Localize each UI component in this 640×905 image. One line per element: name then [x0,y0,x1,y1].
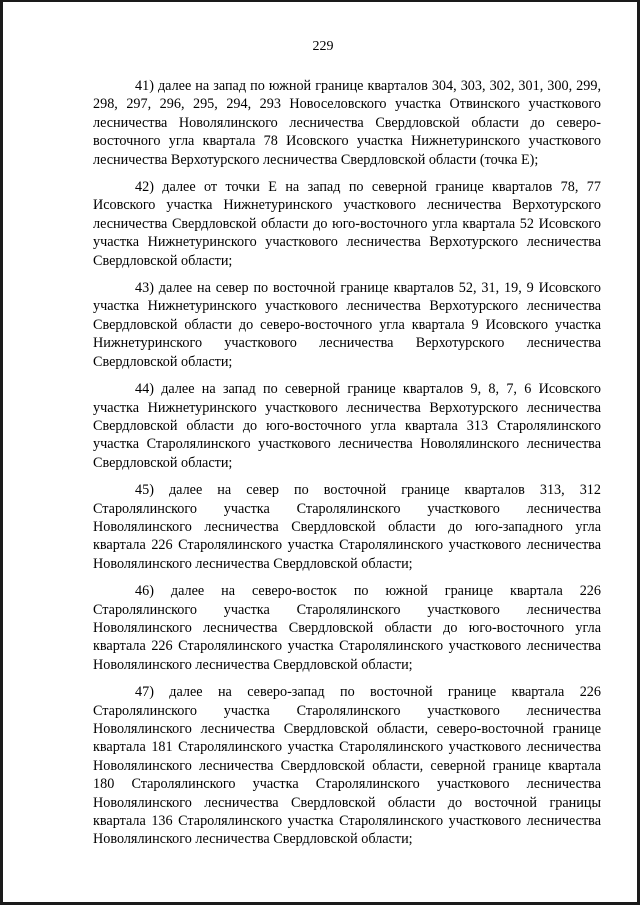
document-body [93,77,601,858]
paragraph-42: 42) далее от точки Е на запад по северной границе кварталов 78, 77 Исовского участка Нижнетуринского участкового лесничества Верхотурского лесничества Свердловской области до юго-восточного угла квартала 52 Исовского участка Нижнетуринского участкового лесничества Верхотурского лесничества Свердловской области; [93,179,601,269]
page-number: 229 [312,39,334,54]
paragraph-44: 44) далее на запад по северной границе кварталов 9, 8, 7, 6 Исовского участка Нижнетуринского участкового лесничества Верхотурского лесничества Свердловской области до юго-восточного угла квартала 313 Старолялинского участка Старолялинского участкового лесничества Новолялинского лесничества Свердловской области; [93,381,601,471]
paragraph-45: 45) далее на север по восточной границе кварталов 313, 312 Старолялинского участка Старолялинского участкового лесничества Новолялинского лесничества Свердловской области до юго-западного угла квартала 226 Старолялинского участка Старолялинского участкового лесничества Новолялинского лесничества Свердловской области; [93,482,601,572]
paragraph-41: 41) далее на запад по южной границе кварталов 304, 303, 302, 301, 300, 299, 298, 297, 296, 295, 294, 293 Новоселовского участка Отвинского участкового лесничества Новолялинского лесничества Свердловской области до северо-восточного угла квартала 78 Исовского участка Нижнетуринского участкового лесничества Верхотурского лесничества Свердловской области (точка Е); [93,78,601,168]
paragraph-43: 43) далее на север по восточной границе кварталов 52, 31, 19, 9 Исовского участка Нижнетуринского участкового лесничества Верхотурского лесничества Свердловской области до северо-восточного угла квартала 9 Исовского участка Нижнетуринского участкового лесничества Верхотурского лесничества Свердловской области; [93,280,601,370]
paragraph-46: 46) далее на северо-восток по южной границе квартала 226 Старолялинского участка Старолялинского участкового лесничества Новолялинского лесничества Свердловской области до юго-восточного угла квартала 226 Старолялинского участка Старолялинского участкового лесничества Новолялинского лесничества Свердловской области; [93,583,601,673]
paragraph-47: 47) далее на северо-запад по восточной границе квартала 226 Старолялинского участка Старолялинского участкового лесничества Новолялинского лесничества Свердловской области, северо-восточной границе квартала 181 Старолялинского участка Старолялинского участкового лесничества Новолялинского лесничества Свердловской области, северной границе квартала 180 Старолялинского участка Старолялинского участкового лесничества Новолялинского лесничества Свердловской области до восточной границы квартала 136 Старолялинского участка Старолялинского участкового лесничества Новолялинского лесничества Свердловской области; [93,684,601,848]
